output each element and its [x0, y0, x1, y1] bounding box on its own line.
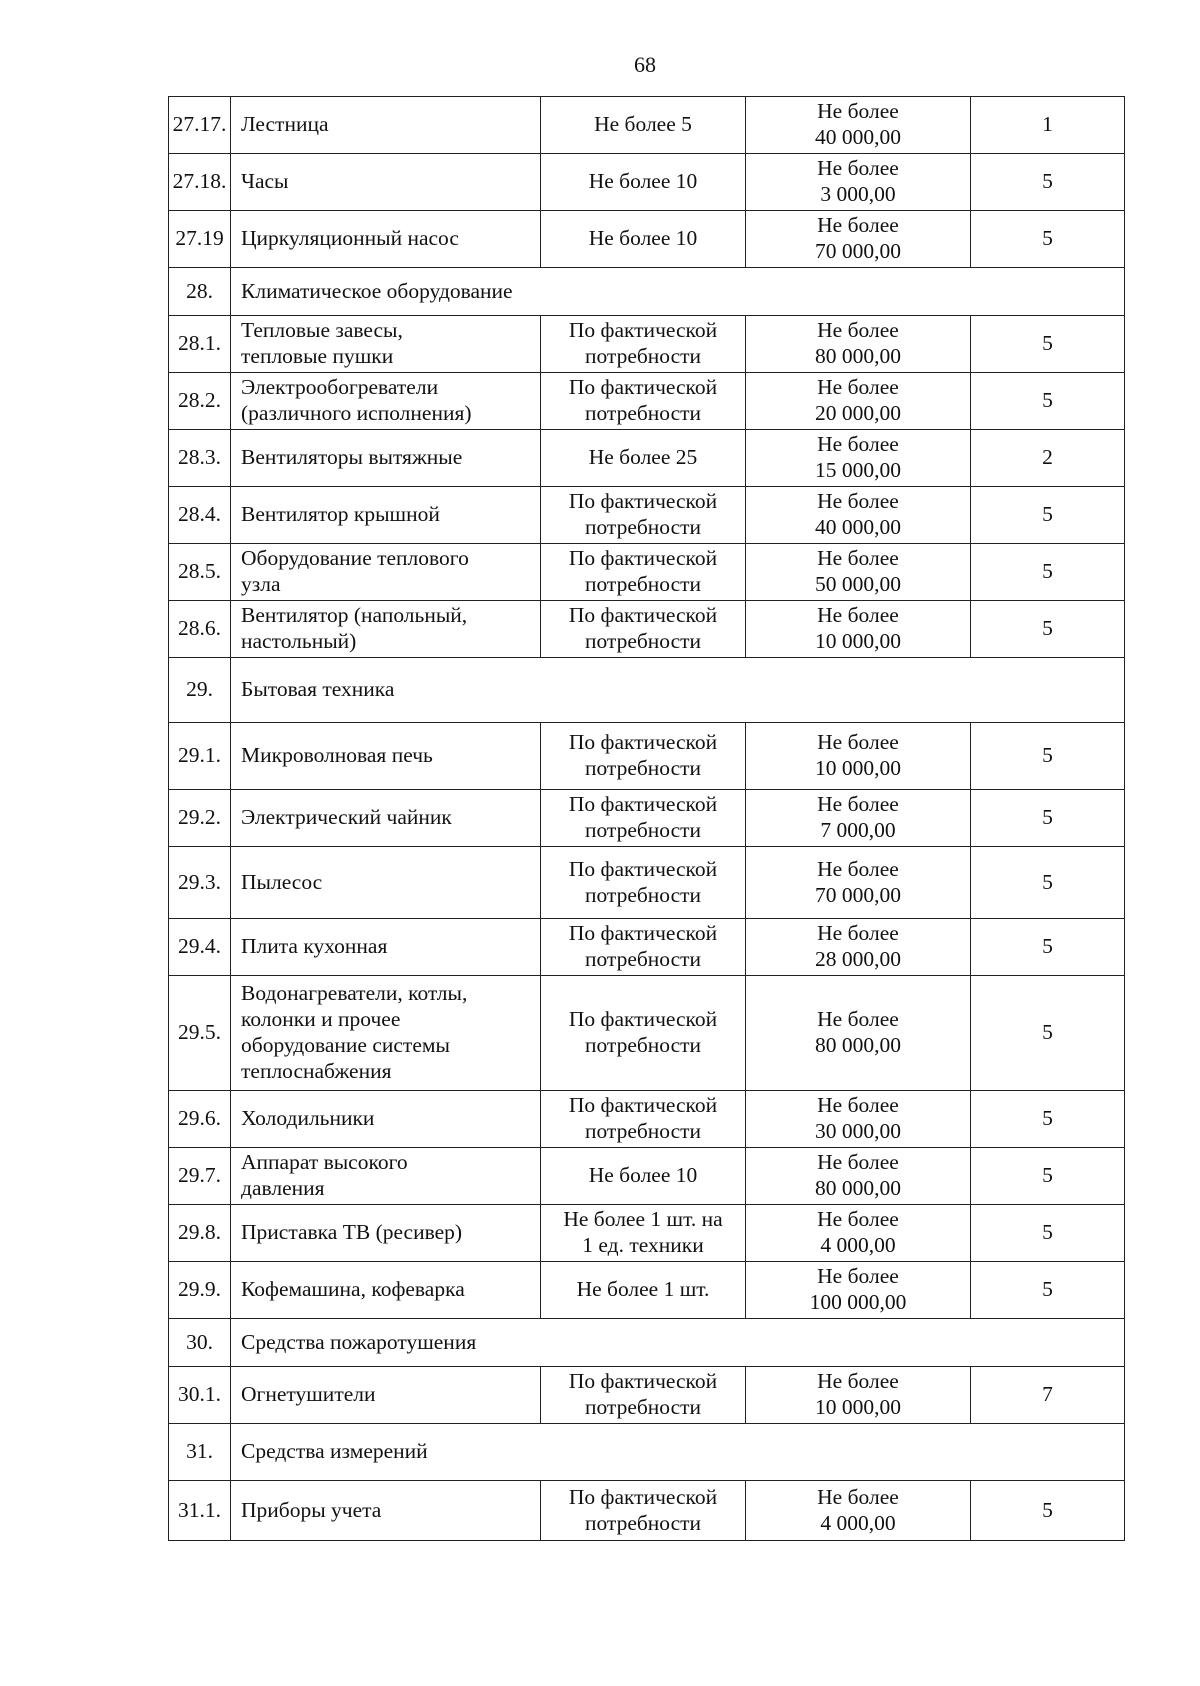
table-row — [169, 487, 1125, 544]
item-price — [746, 919, 971, 976]
section-title: Бытовая техника — [231, 658, 1125, 723]
item-name-line: тепловые пушки — [241, 344, 394, 368]
item-number: 28.1. — [169, 316, 231, 373]
item-quantity-line: потребности — [584, 344, 702, 368]
item-number: 27.19 — [169, 211, 231, 268]
item-quantity — [541, 211, 746, 268]
item-name-line: Лестница — [241, 112, 329, 137]
item-price-line: 80 000,00 — [815, 344, 901, 368]
item-price-line: 40 000,00 — [815, 515, 901, 539]
item-number: 29.6. — [169, 1091, 231, 1148]
item-price — [746, 154, 971, 211]
item-name — [231, 487, 541, 544]
item-price-line: Не более — [817, 1369, 899, 1394]
item-name — [231, 211, 541, 268]
section-title: Средства измерений — [231, 1424, 1125, 1481]
item-name — [231, 976, 541, 1091]
item-name-line: Микроволновая печь — [241, 743, 433, 768]
item-term: 5 — [971, 847, 1125, 919]
item-price-line: Не более — [817, 375, 899, 400]
item-price — [746, 430, 971, 487]
item-price-line: 20 000,00 — [815, 401, 901, 425]
item-price-line: Не более — [817, 603, 899, 628]
item-name — [231, 790, 541, 847]
item-name-line: колонки и прочее — [241, 1007, 401, 1032]
item-name — [231, 97, 541, 154]
page-number: 68 — [634, 52, 656, 77]
item-name-line: узла — [241, 572, 281, 596]
item-price — [746, 97, 971, 154]
table-row — [169, 919, 1125, 976]
item-number: 29.2. — [169, 790, 231, 847]
section-number: 30. — [169, 1319, 231, 1367]
item-name-line: Вентилятор (напольный, — [241, 603, 468, 628]
item-quantity-line: потребности — [584, 515, 702, 539]
section-row — [169, 268, 1125, 316]
item-price-line: 50 000,00 — [815, 572, 901, 596]
item-price-line: Не более — [817, 213, 899, 238]
item-term: 5 — [971, 487, 1125, 544]
table-row — [169, 1481, 1125, 1541]
item-price-line: Не более — [817, 432, 899, 457]
item-price — [746, 723, 971, 790]
table-row — [169, 544, 1125, 601]
item-number: 29.3. — [169, 847, 231, 919]
item-quantity — [541, 1481, 746, 1541]
table-row — [169, 316, 1125, 373]
item-price-line: Не более — [817, 1484, 899, 1509]
item-term: 5 — [971, 1262, 1125, 1319]
item-quantity — [541, 430, 746, 487]
item-number: 28.6. — [169, 601, 231, 658]
item-name-line: Огнетушители — [241, 1382, 376, 1407]
item-term: 5 — [971, 316, 1125, 373]
item-price-line: 100 000,00 — [809, 1290, 907, 1314]
table-body — [169, 97, 1125, 1541]
item-name — [231, 154, 541, 211]
item-price-line: 40 000,00 — [815, 125, 901, 149]
section-number: 31. — [169, 1424, 231, 1481]
item-quantity-line: потребности — [584, 756, 702, 780]
item-quantity-line: По фактической — [568, 318, 718, 343]
item-price — [746, 847, 971, 919]
table-row — [169, 601, 1125, 658]
item-quantity-line: Не более 25 — [588, 445, 698, 470]
item-number: 28.5. — [169, 544, 231, 601]
item-quantity — [541, 154, 746, 211]
item-price — [746, 976, 971, 1091]
item-price — [746, 1262, 971, 1319]
item-price-line: 15 000,00 — [815, 458, 901, 482]
item-term: 5 — [971, 790, 1125, 847]
item-number: 28.2. — [169, 373, 231, 430]
item-price-line: 10 000,00 — [815, 1395, 901, 1419]
table-row — [169, 1262, 1125, 1319]
item-name — [231, 1481, 541, 1541]
item-price-line: 10 000,00 — [815, 629, 901, 653]
item-price-line: 80 000,00 — [815, 1033, 901, 1057]
item-quantity — [541, 1091, 746, 1148]
section-title: Климатическое оборудование — [231, 268, 1125, 316]
item-price-line: Не более — [817, 156, 899, 181]
item-term: 5 — [971, 1481, 1125, 1541]
table-row — [169, 847, 1125, 919]
item-price — [746, 544, 971, 601]
item-price — [746, 1205, 971, 1262]
item-price-line: 4 000,00 — [820, 1510, 896, 1535]
item-name-line: Водонагреватели, котлы, — [241, 981, 468, 1006]
item-quantity — [541, 976, 746, 1091]
item-price — [746, 601, 971, 658]
item-quantity — [541, 847, 746, 919]
item-name-line: (различного исполнения) — [241, 401, 472, 425]
item-name — [231, 1148, 541, 1205]
item-price-line: Не более — [817, 489, 899, 514]
norms-table — [168, 96, 1125, 1541]
item-price-line: 4 000,00 — [820, 1233, 896, 1257]
item-name-line: Пылесос — [241, 869, 323, 894]
item-term: 2 — [971, 430, 1125, 487]
item-quantity-line: По фактической — [568, 792, 718, 817]
item-price — [746, 1367, 971, 1424]
item-price — [746, 1481, 971, 1541]
item-number: 29.9. — [169, 1262, 231, 1319]
item-price-line: Не более — [817, 792, 899, 817]
item-price-line: 70 000,00 — [815, 239, 901, 263]
item-price-line: 3 000,00 — [820, 182, 896, 206]
item-quantity-line: Не более 10 — [588, 1163, 698, 1188]
item-price-line: Не более — [817, 856, 899, 881]
item-price-line: Не более — [817, 730, 899, 755]
item-quantity-line: Не более 1 шт. — [576, 1277, 710, 1302]
table-row — [169, 97, 1125, 154]
table-row — [169, 976, 1125, 1091]
item-name-line: Кофемашина, кофеварка — [241, 1277, 465, 1302]
item-name — [231, 544, 541, 601]
item-number: 31.1. — [169, 1481, 231, 1541]
item-term: 5 — [971, 544, 1125, 601]
item-price — [746, 211, 971, 268]
item-quantity-line: потребности — [584, 818, 702, 842]
table-row — [169, 1091, 1125, 1148]
item-name — [231, 1262, 541, 1319]
item-price-line: 70 000,00 — [815, 882, 901, 907]
item-quantity — [541, 601, 746, 658]
item-quantity-line: По фактической — [568, 1484, 718, 1509]
item-quantity-line: Не более 10 — [588, 226, 698, 251]
item-name-line: давления — [241, 1176, 325, 1200]
item-price-line: Не более — [817, 1150, 899, 1175]
item-quantity — [541, 919, 746, 976]
item-quantity-line: По фактической — [568, 921, 718, 946]
item-name-line: Электрообогреватели — [241, 375, 439, 400]
item-price-line: Не более — [817, 1007, 899, 1032]
item-price-line: Не более — [817, 99, 899, 124]
item-name-line: теплоснабжения — [241, 1058, 392, 1083]
item-price — [746, 487, 971, 544]
table-row — [169, 211, 1125, 268]
item-quantity-line: По фактической — [568, 375, 718, 400]
item-term: 5 — [971, 373, 1125, 430]
item-quantity-line: 1 ед. техники — [582, 1233, 704, 1257]
item-name — [231, 919, 541, 976]
item-name-line: Часы — [241, 169, 289, 194]
item-name — [231, 723, 541, 790]
item-price-line: Не более — [817, 546, 899, 571]
item-quantity-line: По фактической — [568, 603, 718, 628]
item-quantity-line: Не более 10 — [588, 169, 698, 194]
table-row — [169, 1367, 1125, 1424]
item-term: 5 — [971, 211, 1125, 268]
item-quantity — [541, 1262, 746, 1319]
table-row — [169, 1148, 1125, 1205]
item-quantity — [541, 1205, 746, 1262]
item-price — [746, 1148, 971, 1205]
table-row — [169, 723, 1125, 790]
item-price-line: 10 000,00 — [815, 756, 901, 780]
item-name-line: Тепловые завесы, — [241, 318, 403, 343]
item-name-line: Оборудование теплового — [241, 546, 469, 571]
item-quantity-line: потребности — [584, 572, 702, 596]
item-term: 5 — [971, 976, 1125, 1091]
item-quantity-line: потребности — [584, 882, 702, 907]
item-term: 1 — [971, 97, 1125, 154]
item-quantity-line: потребности — [584, 1510, 702, 1535]
table-row — [169, 1205, 1125, 1262]
item-quantity-line: потребности — [584, 1395, 702, 1419]
item-name-line: настольный) — [241, 629, 357, 653]
item-name — [231, 430, 541, 487]
item-name-line: Электрический чайник — [241, 805, 452, 830]
item-name — [231, 847, 541, 919]
table-row — [169, 790, 1125, 847]
item-term: 7 — [971, 1367, 1125, 1424]
item-term: 5 — [971, 723, 1125, 790]
item-number: 29.1. — [169, 723, 231, 790]
item-name-line: Приставка ТВ (ресивер) — [241, 1220, 463, 1245]
item-quantity — [541, 1148, 746, 1205]
item-price-line: Не более — [817, 1093, 899, 1118]
item-quantity — [541, 97, 746, 154]
item-term: 5 — [971, 919, 1125, 976]
item-number: 27.18. — [169, 154, 231, 211]
item-name — [231, 601, 541, 658]
item-quantity-line: По фактической — [568, 489, 718, 514]
item-price-line: Не более — [817, 921, 899, 946]
item-quantity-line: потребности — [584, 1033, 702, 1057]
item-quantity-line: потребности — [584, 1119, 702, 1143]
item-price-line: Не более — [817, 1264, 899, 1289]
item-price — [746, 373, 971, 430]
item-name — [231, 1205, 541, 1262]
item-price-line: Не более — [817, 1207, 899, 1232]
item-price — [746, 790, 971, 847]
item-name — [231, 1367, 541, 1424]
item-quantity — [541, 373, 746, 430]
item-name-line: Вентиляторы вытяжные — [241, 445, 463, 470]
item-quantity-line: Не более 5 — [594, 112, 692, 137]
item-name-line: Приборы учета — [241, 1497, 382, 1522]
item-term: 5 — [971, 601, 1125, 658]
item-name — [231, 316, 541, 373]
item-number: 28.3. — [169, 430, 231, 487]
item-quantity — [541, 1367, 746, 1424]
item-number: 29.8. — [169, 1205, 231, 1262]
item-term: 5 — [971, 1205, 1125, 1262]
item-quantity-line: потребности — [584, 947, 702, 971]
section-row — [169, 1319, 1125, 1367]
item-name-line: оборудование системы — [241, 1033, 450, 1057]
section-number: 28. — [169, 268, 231, 316]
item-price-line: 80 000,00 — [815, 1176, 901, 1200]
item-name — [231, 373, 541, 430]
item-price-line: 28 000,00 — [815, 947, 901, 971]
item-price-line: 7 000,00 — [820, 818, 896, 842]
item-quantity-line: По фактической — [568, 1007, 718, 1032]
item-number: 29.7. — [169, 1148, 231, 1205]
item-number: 28.4. — [169, 487, 231, 544]
item-price — [746, 1091, 971, 1148]
item-name-line: Аппарат высокого — [241, 1150, 408, 1175]
item-quantity-line: По фактической — [568, 546, 718, 571]
item-term: 5 — [971, 1148, 1125, 1205]
item-number: 27.17. — [169, 97, 231, 154]
item-quantity-line: По фактической — [568, 1369, 718, 1394]
item-quantity-line: По фактической — [568, 856, 718, 881]
item-name-line: Плита кухонная — [241, 934, 388, 959]
item-quantity — [541, 316, 746, 373]
item-price-line: Не более — [817, 318, 899, 343]
section-number: 29. — [169, 658, 231, 723]
section-title: Средства пожаротушения — [231, 1319, 1125, 1367]
item-quantity-line: Не более 1 шт. на — [563, 1207, 723, 1232]
item-name-line: Циркуляционный насос — [241, 226, 459, 251]
item-quantity-line: потребности — [584, 401, 702, 425]
item-number: 29.5. — [169, 976, 231, 1091]
item-quantity — [541, 544, 746, 601]
item-quantity — [541, 487, 746, 544]
table-row — [169, 373, 1125, 430]
section-row — [169, 1424, 1125, 1481]
item-quantity — [541, 723, 746, 790]
item-quantity — [541, 790, 746, 847]
item-quantity-line: По фактической — [568, 730, 718, 755]
table-row — [169, 154, 1125, 211]
table-row — [169, 430, 1125, 487]
item-number: 29.4. — [169, 919, 231, 976]
item-name-line: Вентилятор крышной — [241, 502, 440, 527]
item-number: 30.1. — [169, 1367, 231, 1424]
item-term: 5 — [971, 154, 1125, 211]
item-term: 5 — [971, 1091, 1125, 1148]
item-quantity-line: потребности — [584, 629, 702, 653]
item-name — [231, 1091, 541, 1148]
item-price-line: 30 000,00 — [815, 1119, 901, 1143]
item-name-line: Холодильники — [241, 1106, 375, 1131]
item-price — [746, 316, 971, 373]
item-quantity-line: По фактической — [568, 1093, 718, 1118]
section-row — [169, 658, 1125, 723]
